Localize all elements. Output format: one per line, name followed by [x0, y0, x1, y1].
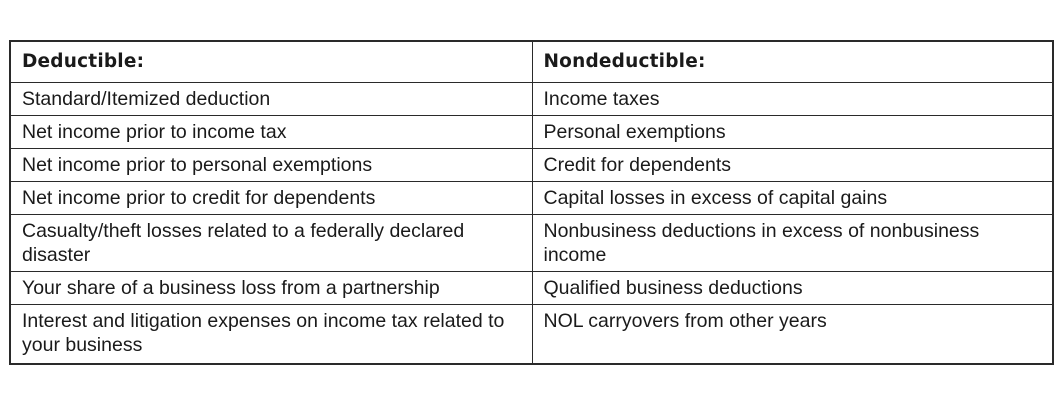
header-nondeductible: Nondeductible:	[532, 41, 1053, 83]
nondeductible-cell: Income taxes	[532, 83, 1053, 116]
table-row	[10, 215, 1053, 272]
nondeductible-cell: Personal exemptions	[532, 116, 1053, 149]
nondeductible-cell: Nonbusiness deductions in excess of nonbusiness income	[532, 215, 1053, 272]
deductible-cell: Net income prior to personal exemptions	[10, 149, 532, 182]
nondeductible-cell: Credit for dependents	[532, 149, 1053, 182]
deductible-cell: Interest and litigation expenses on income tax related to your business	[10, 305, 532, 365]
table-row	[10, 182, 1053, 215]
deductible-cell: Your share of a business loss from a partnership	[10, 272, 532, 305]
deductible-cell: Net income prior to income tax	[10, 116, 532, 149]
deductions-table-container	[9, 40, 1052, 365]
table-row	[10, 272, 1053, 305]
deductions-table	[9, 40, 1054, 365]
table-row	[10, 83, 1053, 116]
deductible-cell: Net income prior to credit for dependents	[10, 182, 532, 215]
nondeductible-cell: Qualified business deductions	[532, 272, 1053, 305]
header-deductible: Deductible:	[10, 41, 532, 83]
table-row	[10, 116, 1053, 149]
nondeductible-cell: NOL carryovers from other years	[532, 305, 1053, 365]
nondeductible-cell: Capital losses in excess of capital gains	[532, 182, 1053, 215]
table-header-row	[10, 41, 1053, 83]
deductible-cell: Casualty/theft losses related to a federally declared disaster	[10, 215, 532, 272]
table-row	[10, 149, 1053, 182]
deductible-cell: Standard/Itemized deduction	[10, 83, 532, 116]
table-row	[10, 305, 1053, 365]
